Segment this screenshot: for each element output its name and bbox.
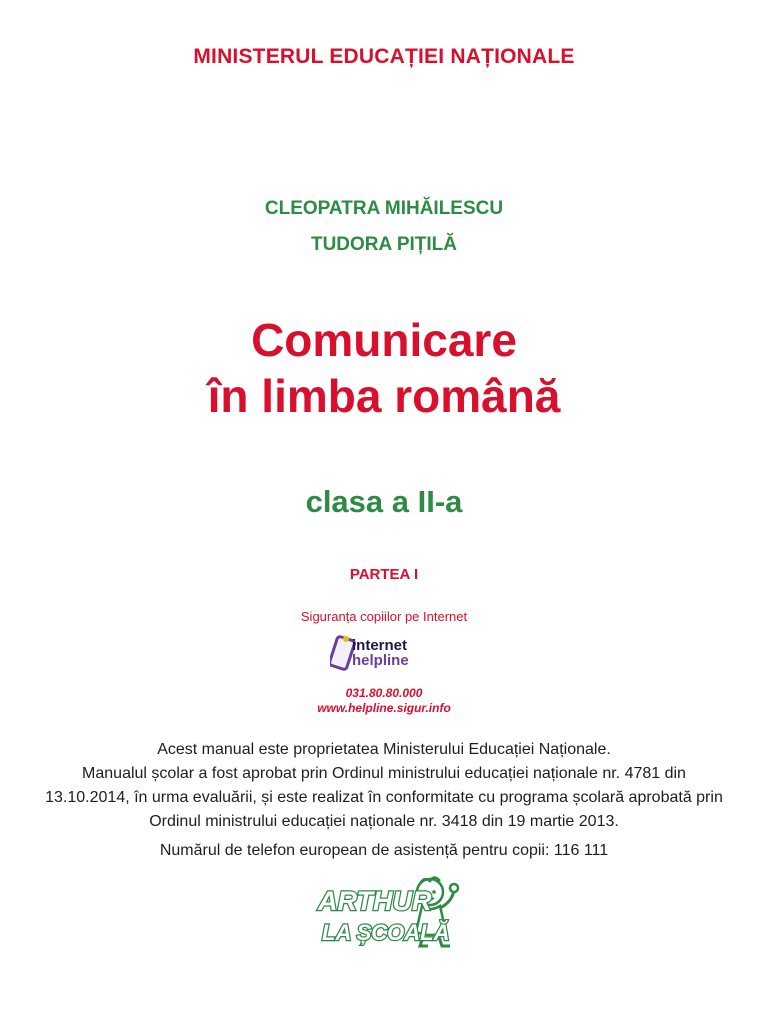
- arthur-la-scoala-logo: [312, 874, 462, 952]
- author-2: TUDORA PIȚILĂ: [310, 234, 457, 255]
- helpline-logo-line-2: helpline: [352, 652, 409, 669]
- notice-line-4: Ordinul ministrului educației naționale nr. 3418 din 19 martie 2013.: [149, 813, 619, 830]
- helpline-phone: 031.80.80.000: [345, 686, 423, 700]
- book-title-line-1: Comunicare: [251, 314, 517, 366]
- ownership-notice: [0, 738, 768, 834]
- notice-line-3: 13.10.2014, în urma evaluării, și este realizat în conformitate cu programa școlară aprobată prin: [45, 789, 723, 806]
- assistance-phone-notice: Numărul de telefon european de asistență pentru copii: 116 111: [159, 842, 609, 859]
- grade-label: clasa a II-a: [305, 484, 463, 519]
- helpline-logo-text: [352, 638, 409, 668]
- safety-tagline: Siguranța copiilor pe Internet: [300, 609, 468, 624]
- helpline-url: www.helpline.sigur.info: [317, 701, 451, 715]
- mascot-title-line-1: ARTHUR: [318, 886, 432, 916]
- mascot-title-line-2: LA ȘCOALĂ: [322, 920, 450, 945]
- notice-line-2: Manualul școlar a fost aprobat prin Ordinul ministrului educației naționale nr. 4781 din: [82, 765, 686, 782]
- author-1: CLEOPATRA MIHĂILESCU: [264, 198, 504, 219]
- notice-line-1: Acest manual este proprietatea Ministerului Educației Naționale.: [157, 741, 611, 758]
- part-label: PARTEA I: [349, 566, 419, 583]
- ministry-header: MINISTERUL EDUCAȚIEI NAȚIONALE: [193, 45, 575, 68]
- helpline-logo-line-1: internet: [352, 637, 408, 654]
- book-title-line-2: în limba română: [207, 370, 561, 422]
